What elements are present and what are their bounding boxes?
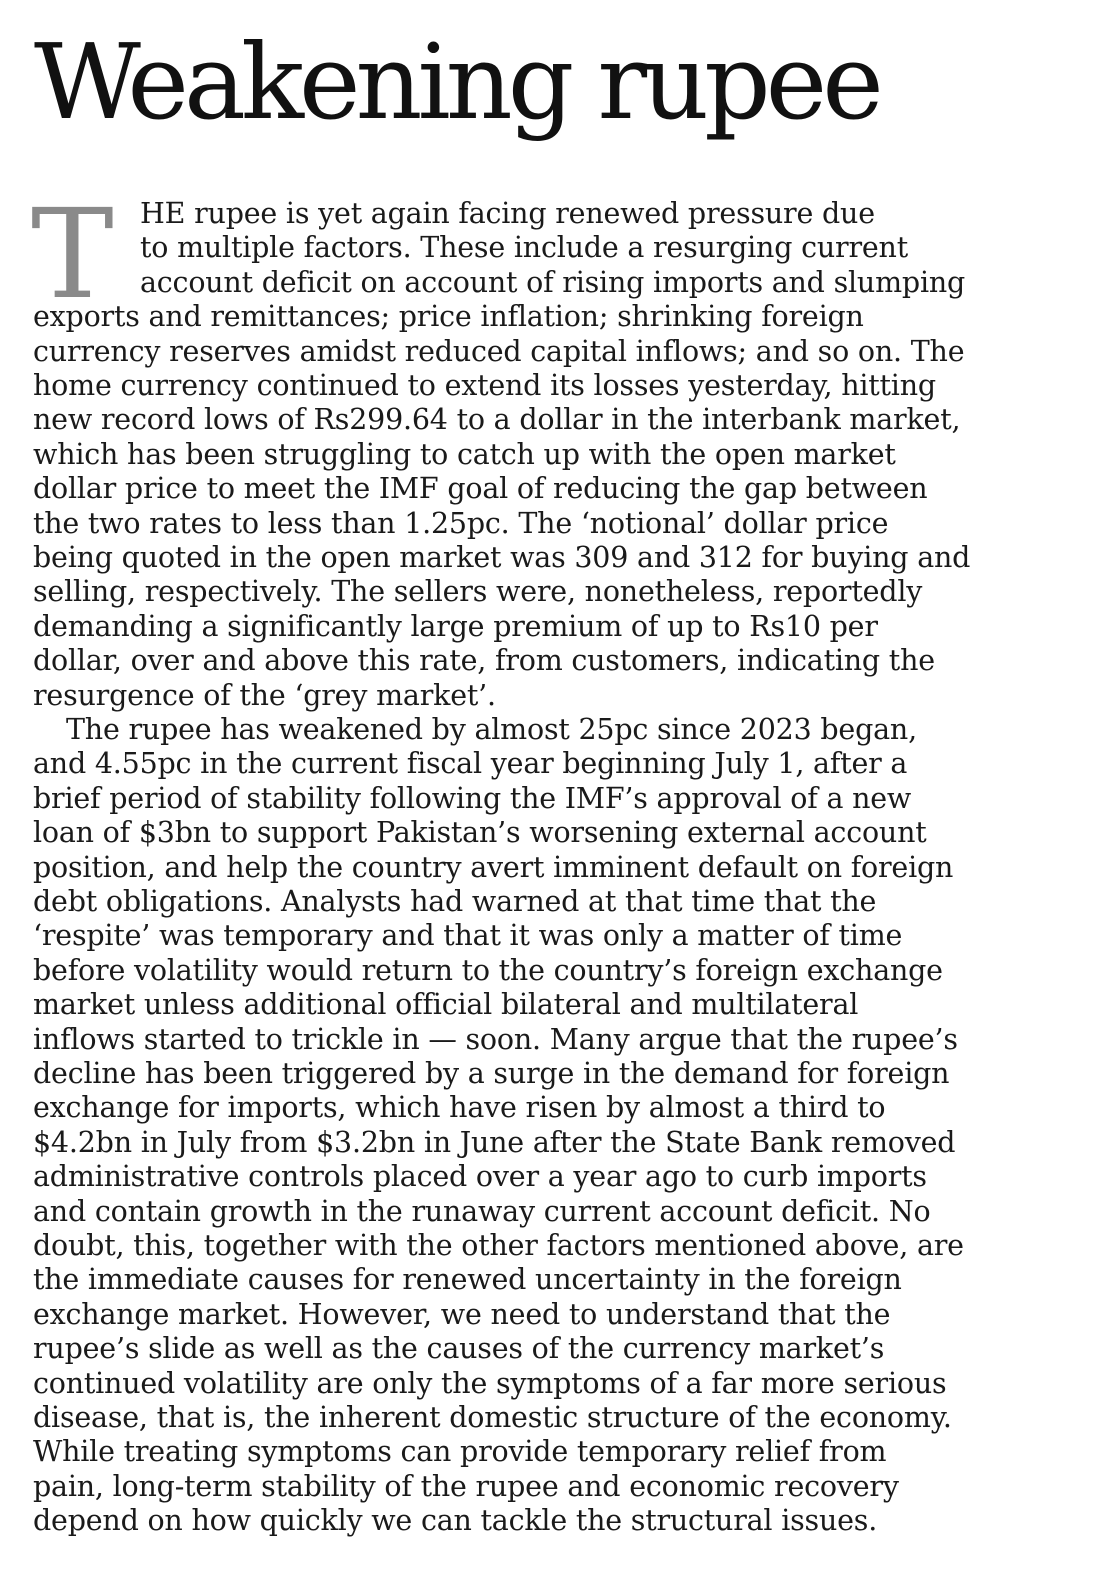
article-line: brief period of stability following the IMF’s approval of a new — [33, 781, 912, 815]
article-line: new record lows of Rs299.64 to a dollar in the interbank market, — [33, 403, 961, 437]
article-line: exchange market. However, we need to understand that the — [33, 1297, 891, 1331]
article-line: pain, long-term stability of the rupee and economic recovery — [33, 1469, 899, 1503]
article-line: loan of $3bn to support Pakistan’s worsening external account — [33, 816, 927, 850]
article-line: being quoted in the open market was 309 and 312 for buying and — [33, 541, 971, 574]
article-line: exchange for imports, which have risen by almost a third to — [33, 1091, 886, 1125]
article-line: account deficit on account of rising imports and slumping — [140, 265, 966, 299]
article-line: home currency continued to extend its losses yesterday, hitting — [33, 369, 936, 402]
article-line: While treating symptoms can provide temporary relief from — [33, 1435, 887, 1469]
article-line: The rupee has weakened by almost 25pc since 2023 began, — [66, 713, 917, 746]
article-line: the two rates to less than 1.25pc. The ‘notional’ dollar price — [33, 506, 889, 540]
article-line: administrative controls placed over a year ago to curb imports — [33, 1160, 927, 1194]
article-line: debt obligations. Analysts had warned at that time that the — [33, 885, 877, 918]
article-line: which has been struggling to catch up with the open market — [33, 437, 896, 471]
article-line: ‘respite’ was temporary and that it was only a matter of time — [33, 919, 903, 953]
article-line: and 4.55pc in the current fiscal year beginning July 1, after a — [33, 747, 908, 781]
article-line: doubt, this, together with the other factors mentioned above, are — [33, 1229, 964, 1262]
article-line: selling, respectively. The sellers were, nonetheless, reportedly — [33, 575, 923, 609]
article-line: continued volatility are only the symptoms of a far more serious — [33, 1366, 947, 1400]
article-line: resurgence of the ‘grey market’. — [33, 678, 496, 712]
article-line: market unless additional official bilateral and multilateral — [33, 988, 859, 1022]
article-line: $4.2bn in July from $3.2bn in June after the State Bank removed — [33, 1125, 956, 1159]
article-line: exports and remittances; price inflation; shrinking foreign — [33, 300, 864, 334]
article-line: the immediate causes for renewed uncertainty in the foreign — [33, 1263, 902, 1297]
drop-cap: T — [31, 183, 114, 327]
article-line: HE rupee is yet again facing renewed pressure due — [140, 197, 875, 230]
article-line: decline has been triggered by a surge in the demand for foreign — [33, 1057, 950, 1090]
article-line: position, and help the country avert imminent default on foreign — [33, 850, 954, 884]
article-line: currency reserves amidst reduced capital inflows; and so on. The — [33, 334, 965, 368]
headline: Weakening rupee — [34, 21, 879, 143]
article-line: dollar price to meet the IMF goal of reducing the gap between — [33, 472, 928, 506]
article-line: inflows started to trickle in — soon. Many argue that the rupee’s — [33, 1022, 958, 1056]
article-line: disease, that is, the inherent domestic structure of the economy. — [33, 1401, 952, 1434]
article-line: dollar, over and above this rate, from customers, indicating the — [33, 644, 935, 678]
article-line: to multiple factors. These include a resurging current — [140, 231, 908, 265]
article-line: and contain growth in the runaway current account deficit. No — [33, 1194, 931, 1228]
article-line: demanding a significantly large premium of up to Rs10 per — [33, 609, 878, 643]
article-line: depend on how quickly we can tackle the structural issues. — [33, 1504, 878, 1538]
article-line: before volatility would return to the country’s foreign exchange — [33, 953, 943, 987]
article-line: rupee’s slide as well as the causes of the currency market’s — [33, 1332, 885, 1366]
